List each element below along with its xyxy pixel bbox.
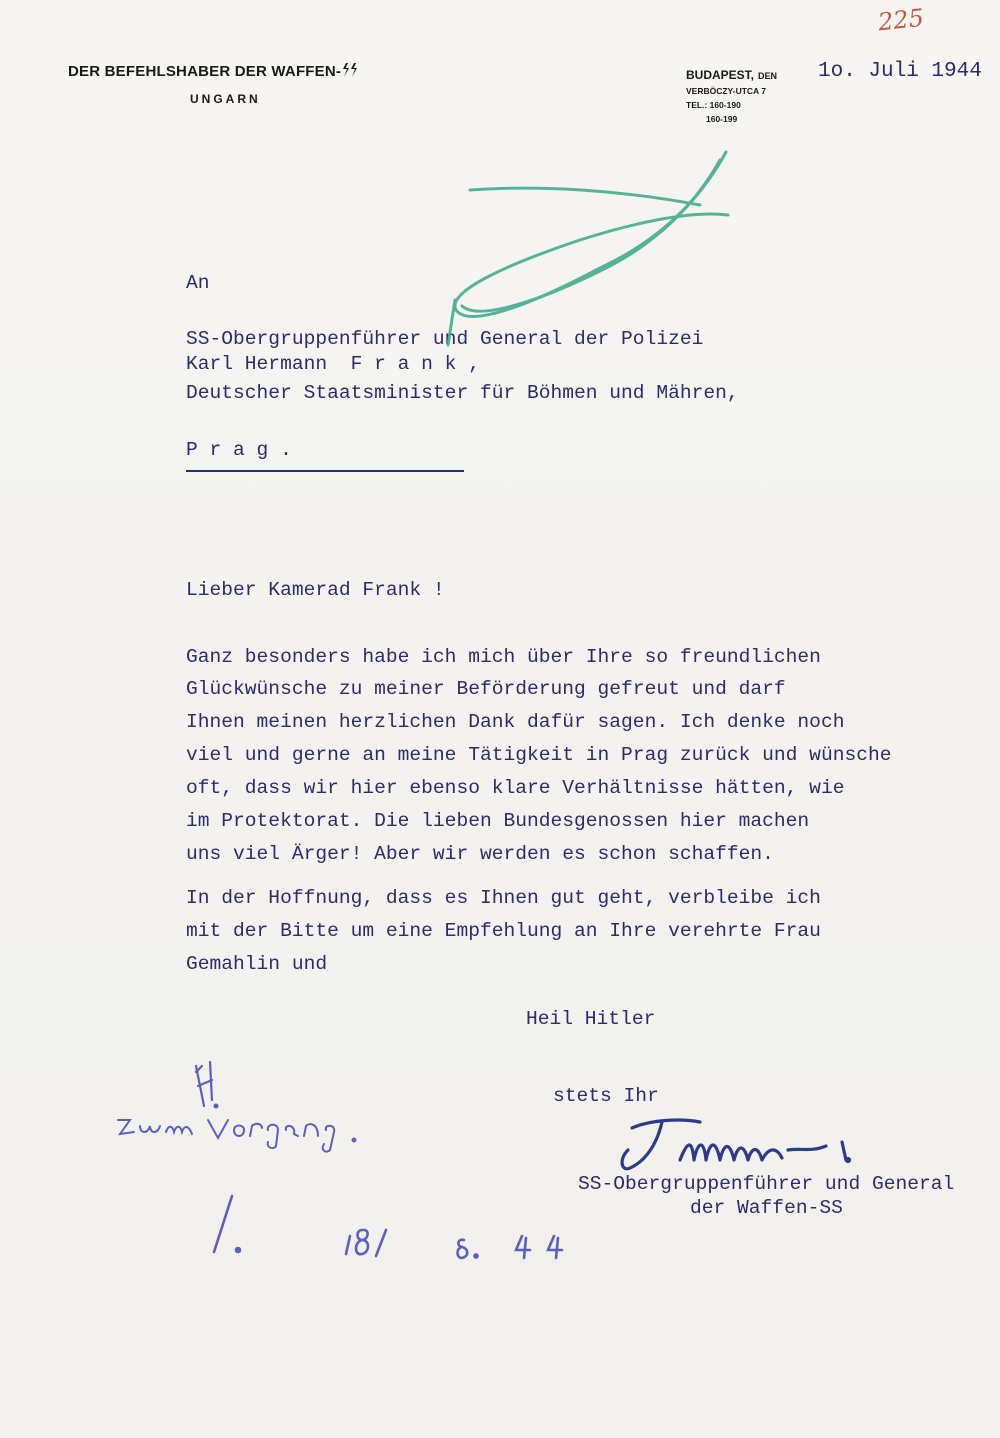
letterhead-org-text: DER BEFEHLSHABER DER WAFFEN- <box>68 63 342 80</box>
signature-drawing <box>622 1120 849 1169</box>
address-line-1: SS-Obergruppenführer und General der Polizei <box>186 328 704 350</box>
letterhead-street: VERBÖCZY-UTCA 7 <box>686 86 766 96</box>
blue-note-date <box>214 1196 562 1258</box>
letterhead-den: DEN <box>758 71 778 81</box>
blue-mark-h <box>196 1062 217 1107</box>
address-city: P r a g . <box>186 439 292 461</box>
salutation: Lieber Kamerad Frank ! <box>186 579 445 601</box>
body-line: viel und gerne an meine Tätigkeit in Prag zurück und wünsche <box>186 744 892 766</box>
body-line: Glückwünsche zu meiner Beförderung gefreut und darf <box>186 678 786 700</box>
body-line: oft, dass wir hier ebenso klare Verhältnisse hätten, wie <box>186 777 845 799</box>
letter-date: 1o. Juli 1944 <box>818 60 982 83</box>
blue-note-zum-vorgang <box>118 1120 356 1152</box>
letterhead-tel1: TEL.: 160-190 <box>686 100 741 110</box>
letterhead-city: BUDAPEST, <box>686 68 755 82</box>
letterhead-country: UNGARN <box>190 92 261 106</box>
body-line: uns viel Ärger! Aber wir werden es schon schaffen. <box>186 843 774 865</box>
closing-greeting: Heil Hitler <box>526 1008 656 1030</box>
green-pencil-mark <box>448 152 728 345</box>
body-line: im Protektorat. Die lieben Bundesgenossen hier machen <box>186 810 810 832</box>
address-line-2: Karl Hermann F r a n k , <box>186 353 480 375</box>
address-line-3: Deutscher Staatsminister für Böhmen und Mähren, <box>186 382 739 404</box>
archive-number: 225 <box>876 3 926 37</box>
signatory-title-1: SS-Obergruppenführer und General <box>578 1173 955 1195</box>
signatory-title-2: der Waffen-SS <box>690 1197 843 1219</box>
body-line: mit der Bitte um eine Empfehlung an Ihre verehrte Frau <box>186 920 821 942</box>
body-line: In der Hoffnung, dass es Ihnen gut geht, verbleibe ich <box>186 887 821 909</box>
body-line: Ganz besonders habe ich mich über Ihre so freundlichen <box>186 646 821 668</box>
address-an: An <box>186 272 210 294</box>
body-line: Gemahlin und <box>186 953 328 975</box>
letterhead-tel2: 160-199 <box>706 114 738 124</box>
body-line: Ihnen meinen herzlichen Dank dafür sagen. Ich denke noch <box>186 711 845 733</box>
closing-stets: stets Ihr <box>553 1085 659 1107</box>
